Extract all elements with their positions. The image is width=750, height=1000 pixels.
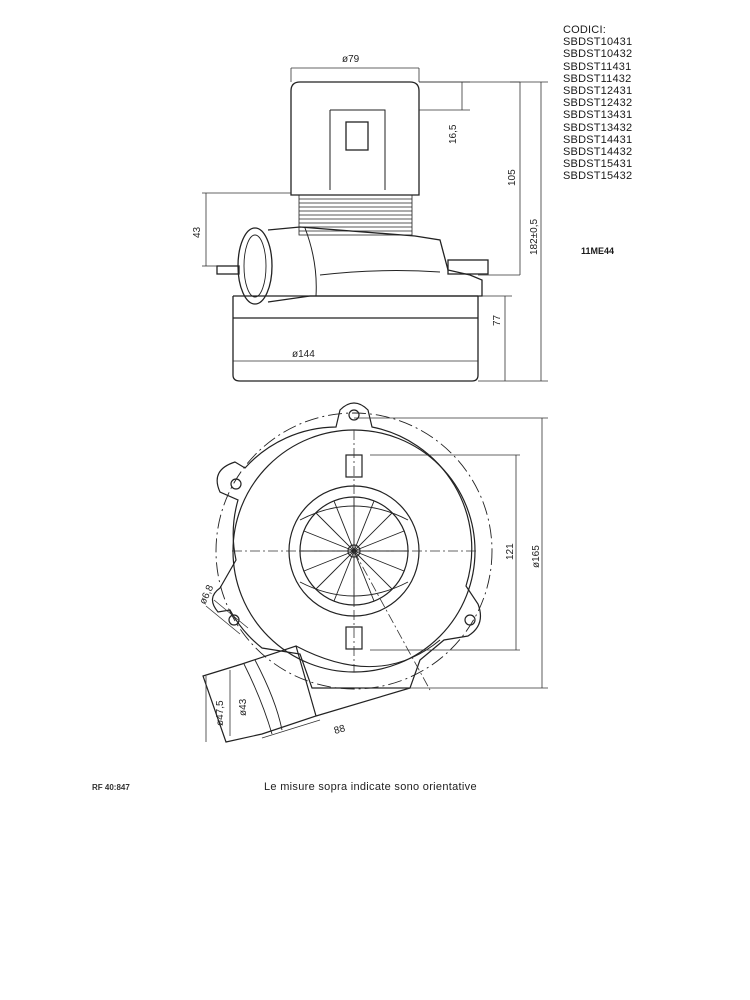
code-item: SBDST15431 bbox=[563, 158, 633, 171]
cap-window bbox=[346, 122, 368, 150]
code-item: SBDST10431 bbox=[563, 36, 633, 49]
fan-housing bbox=[233, 296, 478, 381]
dim-cap-height: 16,5 bbox=[448, 124, 459, 144]
outlet-tube bbox=[238, 228, 272, 304]
threaded-neck bbox=[299, 195, 412, 235]
reference-code: RF 40:847 bbox=[92, 783, 130, 792]
code-item: SBDST12432 bbox=[563, 97, 633, 110]
mount-hole-top bbox=[349, 410, 359, 420]
dim-outlet-inner: ø43 bbox=[238, 698, 249, 716]
codes-heading: CODICI: bbox=[563, 24, 606, 36]
code-item: SBDST11431 bbox=[563, 60, 632, 73]
top-dimensions bbox=[198, 543, 542, 737]
code-item: SBDST13431 bbox=[563, 109, 633, 122]
code-item: SBDST10432 bbox=[563, 48, 633, 61]
dim-top-diameter: ø79 bbox=[342, 54, 360, 65]
motor-cap bbox=[291, 82, 419, 195]
dim-outlet-outer: ø47,5 bbox=[215, 700, 226, 726]
left-ear bbox=[217, 266, 239, 274]
code-item: SBDST14431 bbox=[563, 133, 633, 146]
outlet-body bbox=[268, 227, 482, 302]
mount-hole-left bbox=[231, 479, 241, 489]
codes-list bbox=[563, 24, 632, 183]
model-number: 11ME44 bbox=[581, 246, 615, 256]
dim-outlet-height: 43 bbox=[192, 226, 203, 238]
dim-outer-diameter: ø165 bbox=[531, 545, 542, 568]
footer-note: Le misure sopra indicate sono orientative bbox=[264, 781, 477, 793]
code-item: SBDST11432 bbox=[563, 72, 632, 85]
dim-base-height: 77 bbox=[492, 314, 503, 326]
dim-outlet-offset: 88 bbox=[332, 723, 347, 737]
dim-upper-height: 105 bbox=[507, 169, 518, 186]
code-item: SBDST12431 bbox=[563, 85, 633, 98]
dim-base-diameter: ø144 bbox=[292, 349, 315, 360]
dim-total-height: 182±0,5 bbox=[529, 218, 540, 255]
code-item: SBDST14432 bbox=[563, 146, 633, 159]
code-item: SBDST15432 bbox=[563, 170, 633, 183]
dim-hole-diameter: ø6,8 bbox=[197, 583, 217, 607]
code-item: SBDST13432 bbox=[563, 121, 633, 134]
outlet-duct-top bbox=[203, 646, 316, 742]
dim-hole-span: 121 bbox=[505, 543, 516, 560]
